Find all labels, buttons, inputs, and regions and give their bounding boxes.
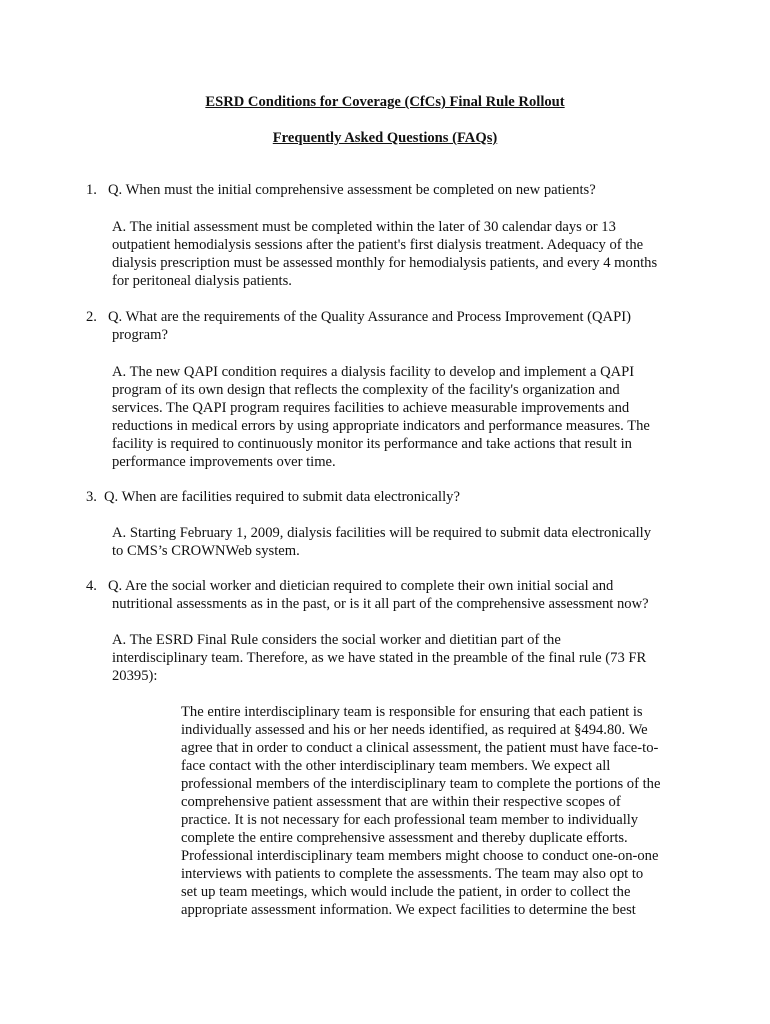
faq-answer-line: services. The QAPI program requires facilities to achieve measurable improvements and	[112, 400, 630, 416]
faq-answer-line: performance improvements over time.	[112, 454, 336, 470]
quote-line: individually assessed and his or her needs identified, as required at §494.80. We	[181, 722, 648, 738]
quote-line: practice. It is not necessary for each professional team member to individually	[181, 812, 639, 828]
faq-answer-line: reductions in medical errors by using appropriate indicators and performance measures. The	[112, 418, 650, 434]
faq-question-line: program?	[112, 327, 168, 343]
faq-question-line: Q. What are the requirements of the Quality Assurance and Process Improvement (QAPI)	[108, 309, 631, 325]
faq-question-line: Q. When must the initial comprehensive assessment be completed on new patients?	[108, 182, 596, 198]
document-subtitle: Frequently Asked Questions (FAQs)	[272, 130, 498, 146]
faq-answer-line: program of its own design that reflects the complexity of the facility's organization and	[112, 382, 620, 398]
faq-answer-line: 20395):	[112, 668, 158, 684]
quote-line: interviews with patients to complete the assessments. The team may also opt to	[181, 866, 644, 882]
faq-answer-line: for peritoneal dialysis patients.	[112, 273, 292, 289]
faq-question-line: Q. When are facilities required to submit data electronically?	[104, 489, 460, 505]
quote-line: set up team meetings, which would include the patient, in order to collect the	[181, 884, 631, 900]
faq-answer-line: facility is required to continuously monitor its performance and take actions that result in	[112, 436, 632, 452]
faq-question-line: nutritional assessments as in the past, or is it all part of the comprehensive assessment now?	[112, 596, 649, 612]
document-title: ESRD Conditions for Coverage (CfCs) Final Rule Rollout	[205, 94, 565, 110]
quote-line: comprehensive patient assessment that are within their respective scopes of	[181, 794, 621, 810]
faq-answer-line: A. The new QAPI condition requires a dialysis facility to develop and implement a QAPI	[112, 364, 635, 380]
faq-answer-line: to CMS’s CROWNWeb system.	[112, 543, 300, 559]
quote-line: face contact with the other interdisciplinary team members. We expect all	[181, 758, 611, 774]
quote-line: The entire interdisciplinary team is responsible for ensuring that each patient is	[181, 704, 643, 720]
faq-number: 1.	[86, 182, 97, 198]
quote-line: appropriate assessment information. We expect facilities to determine the best	[181, 902, 636, 918]
faq-answer-line: A. Starting February 1, 2009, dialysis facilities will be required to submit data electronically	[112, 525, 652, 541]
faq-question-line: Q. Are the social worker and dietician required to complete their own initial social and	[108, 578, 614, 594]
quote-line: Professional interdisciplinary team members might choose to conduct one-on-one	[181, 848, 659, 864]
faq-number: 4.	[86, 578, 97, 594]
faq-number: 2.	[86, 309, 97, 325]
quote-line: agree that in order to conduct a clinical assessment, the patient must have face-to-	[181, 740, 659, 756]
faq-answer-line: dialysis prescription must be assessed monthly for hemodialysis patients, and every 4 months	[112, 255, 658, 271]
faq-answer-line: A. The ESRD Final Rule considers the social worker and dietitian part of the	[112, 632, 561, 648]
faq-answer-line: interdisciplinary team. Therefore, as we have stated in the preamble of the final rule (73 FR	[112, 650, 647, 666]
faq-answer-line: outpatient hemodialysis sessions after the patient's first dialysis treatment. Adequacy of the	[112, 237, 644, 253]
faq-answer-line: A. The initial assessment must be completed within the later of 30 calendar days or 13	[112, 219, 616, 235]
faq-number: 3.	[86, 489, 97, 505]
quote-line: professional members of the interdisciplinary team to complete the portions of the	[181, 776, 661, 792]
quote-line: complete the entire comprehensive assessment and thereby duplicate efforts.	[181, 830, 628, 846]
